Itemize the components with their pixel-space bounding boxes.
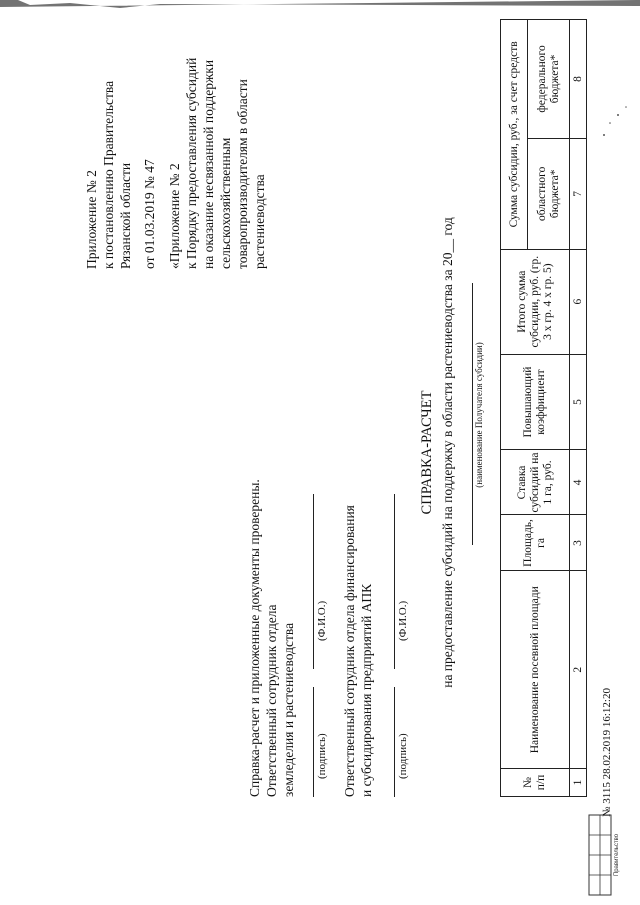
signature-caption: (подпись) [397, 733, 409, 779]
appendix-line: товаропроизводителям в области [235, 79, 250, 269]
verification-line: Ответственный сотрудник отдела финансирования [342, 505, 357, 797]
header-federal-budget: федерального бюджета* [528, 20, 570, 139]
table-row [570, 20, 587, 797]
column-number: 7 [570, 138, 587, 249]
document-subtitle: на предоставление субсидий на поддержку в области растениеводства за 20__ год [440, 217, 455, 688]
column-number: 2 [570, 571, 587, 769]
header-regional-budget: областного бюджета* [528, 138, 570, 249]
appendix-line: на оказание несвязанной поддержки [201, 59, 216, 269]
column-number: 3 [570, 515, 587, 571]
name-line [313, 494, 314, 669]
appendix-date: от 01.03.2019 № 47 [142, 159, 157, 269]
signature-line [313, 687, 314, 797]
appendix-line: Приложение № 2 [84, 170, 99, 269]
stamp-text: Правительство [614, 833, 620, 877]
document-title: СПРАВКА-РАСЧЕТ [419, 390, 435, 515]
signature-line [394, 687, 395, 797]
registration-stamp [583, 811, 619, 897]
calculation-table [500, 19, 587, 797]
column-number: 6 [570, 249, 587, 354]
recipient-line [472, 283, 473, 545]
recipient-caption: (наименование Получателя субсидии) [474, 342, 484, 488]
appendix-line: сельскохозяйственным [218, 137, 233, 269]
header-crop: Наименование посевной площади [501, 571, 570, 769]
verification-line: земледелия и растениеводства [281, 622, 296, 797]
appendix-line: к постановлению Правительства [101, 80, 116, 269]
name-caption: (Ф.И.О.) [397, 600, 409, 641]
column-number: 5 [570, 354, 587, 450]
column-number: 4 [570, 450, 587, 515]
column-number: 8 [570, 20, 587, 139]
verification-line: Ответственный сотрудник отдела [264, 604, 279, 797]
registry-number: № 3115 28.02.2019 16:12:20 [601, 688, 613, 817]
appendix-line: к Порядку предоставления субсидий [184, 57, 199, 269]
verification-line: и субсидирования предприятий АПК [359, 583, 374, 797]
name-line [394, 494, 395, 669]
scan-dots-artifact [596, 85, 636, 145]
appendix-line: растениеводства [252, 174, 267, 269]
scan-edge-artifact [0, 0, 640, 11]
header-sum-group: Сумма субсидии, руб., за счет средств [501, 20, 528, 250]
name-caption: (Ф.И.О.) [316, 600, 328, 641]
header-num: № п/п [501, 769, 570, 797]
header-area: Площадь, га [501, 515, 570, 571]
verification-line: Справка-расчет и приложенные документы проверены. [247, 479, 262, 797]
appendix-line: Рязанской области [118, 162, 133, 269]
header-total: Итого сумма субсидии, руб. (гр. 3 х гр. 4 х гр. 5) [501, 249, 570, 354]
header-coefficient: Повышающий коэффициент [501, 354, 570, 450]
signature-caption: (подпись) [316, 733, 328, 779]
column-number: 1 [570, 769, 587, 797]
appendix-line: «Приложение № 2 [167, 163, 182, 269]
header-rate: Ставка субсидий на 1 га, руб. [501, 450, 570, 515]
